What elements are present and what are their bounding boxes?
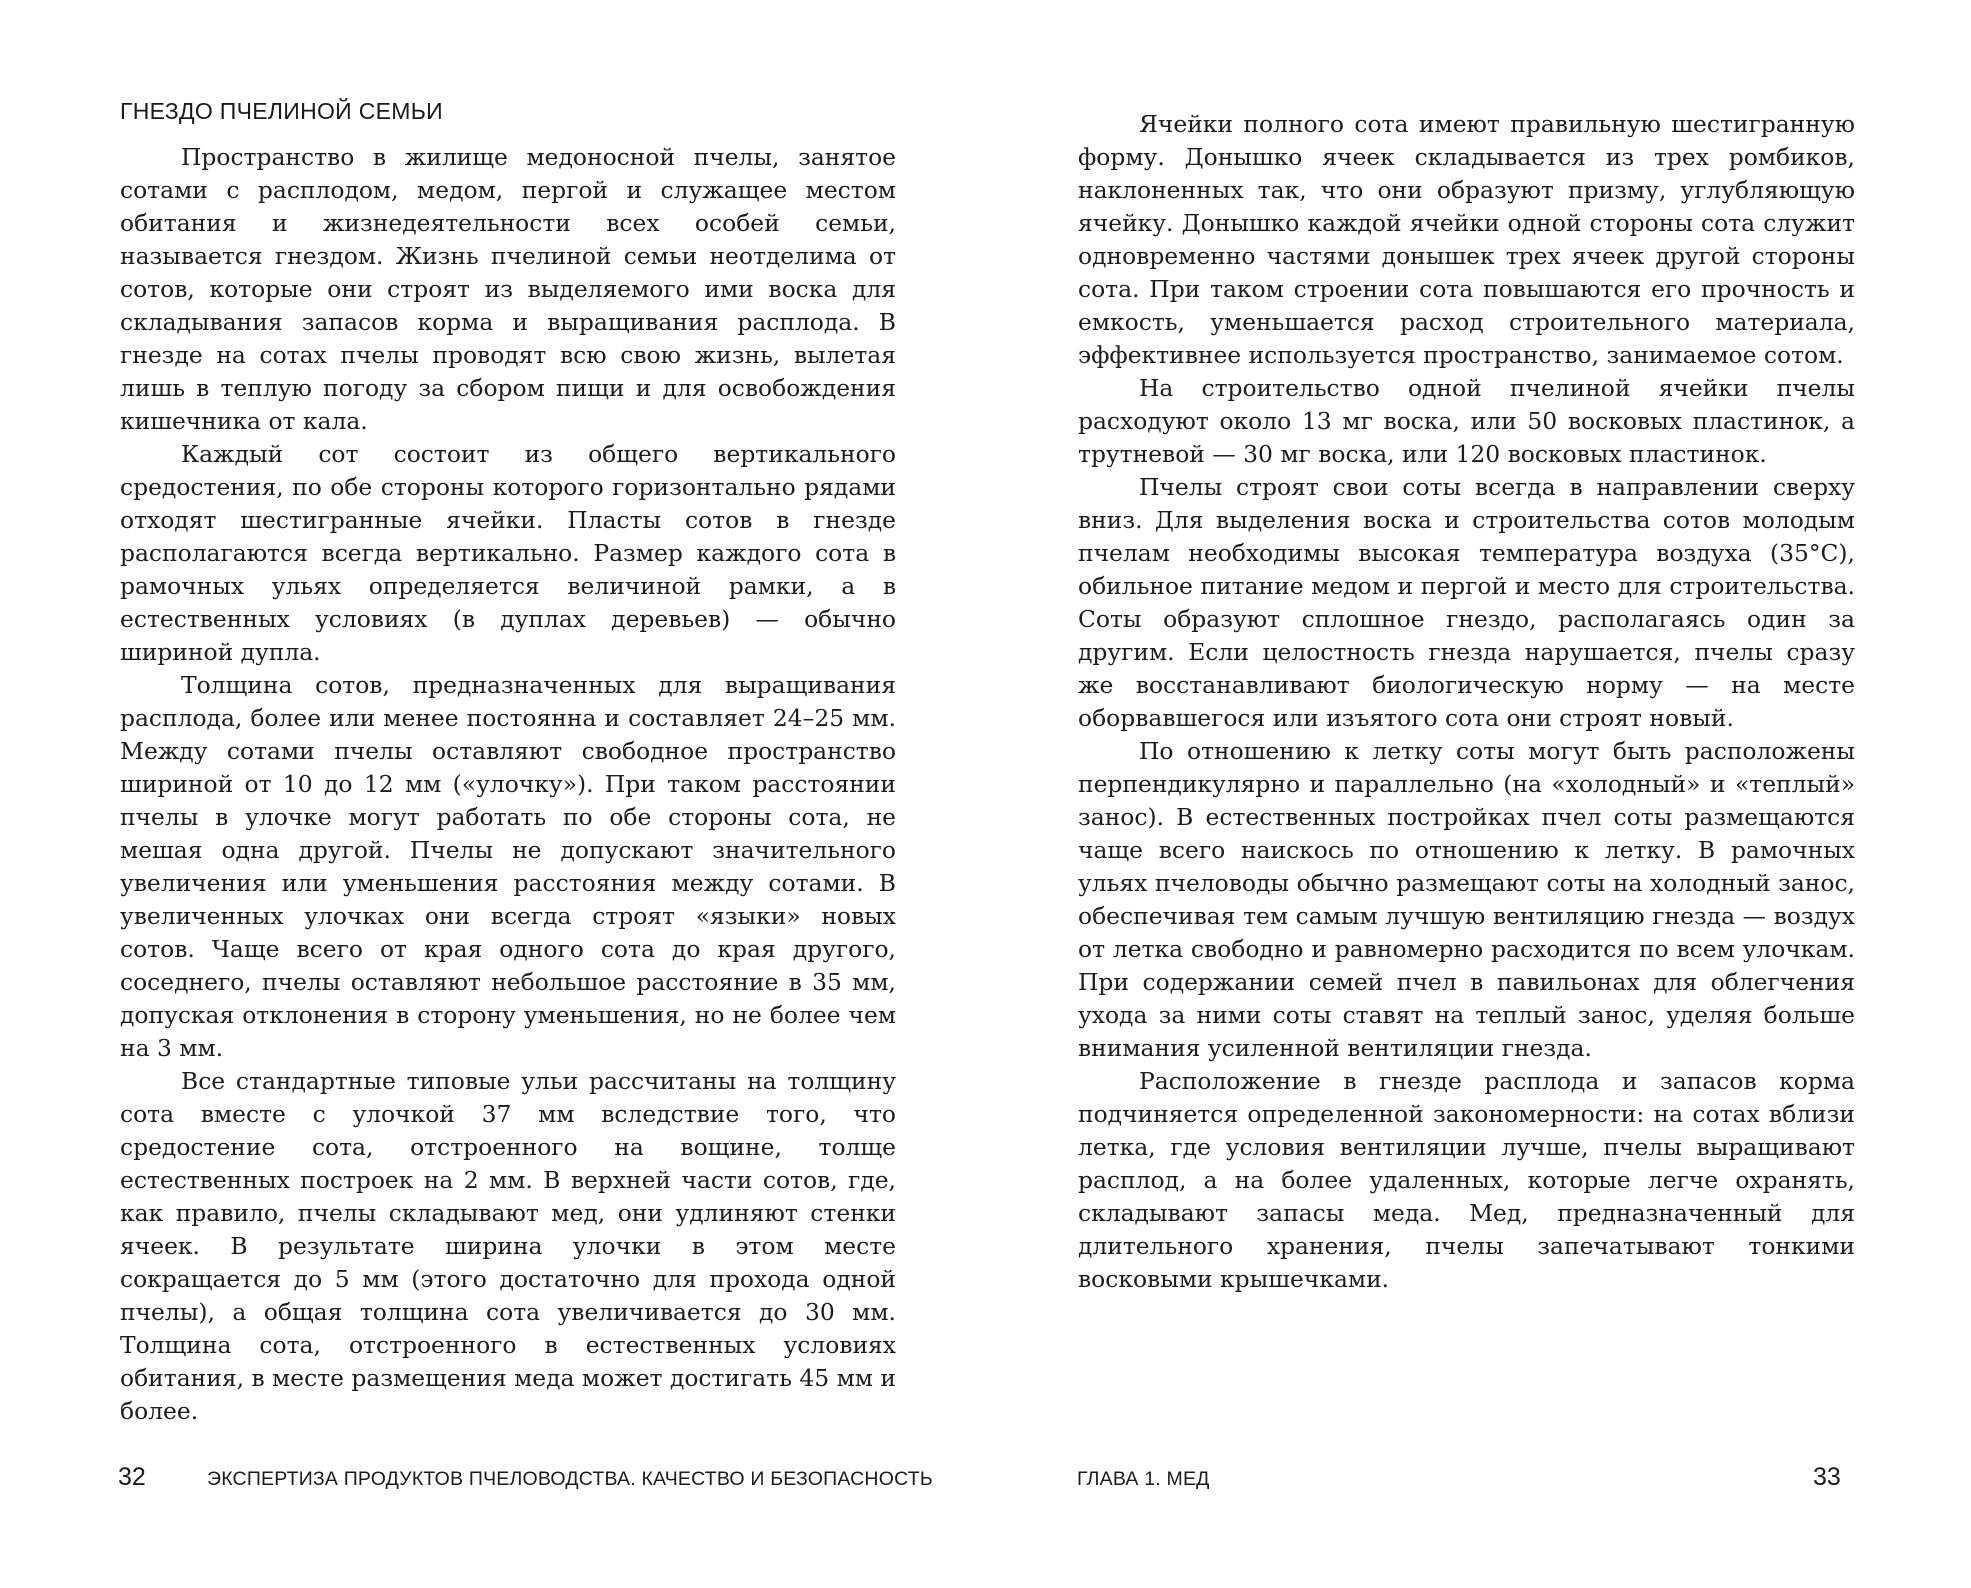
paragraph: Все стандартные типовые ульи рассчитаны на толщину сота вместе с улочкой 37 мм вследствие того, что средостение сота, отстроенного на вощине, толще естественных построек на 2 мм. В верхней части сотов, где, как правило, пчелы складывают мед, они удлиняют стенки ячеек. В результате ширина улочки в этом месте сокращается до 5 мм (этого достаточно для прохода одной пчелы), а общая толщина сота увеличивается до 30 мм. Толщина сота, отстроенного в естественных условиях обитания, в месте размещения меда может достигать 45 мм и более. (120, 1067, 896, 1425)
section-heading: ГНЕЗДО ПЧЕЛИНОЙ СЕМЬИ (120, 98, 443, 124)
paragraph: Пчелы строят свои соты всегда в направлении сверху вниз. Для выделения воска и строительства сотов молодым пчелам необходимы высокая температура воздуха (35°С), обильное питание медом и пергой и место для строительства. Соты образуют сплошное гнездо, располагаясь один за другим. Если целостность гнезда нарушается, пчелы сразу же восстанавливают биологическую норму — на месте оборвавшегося или изъятого сота они строят новый. (1078, 473, 1855, 732)
paragraph: Пространство в жилище медоносной пчелы, занятое сотами с расплодом, медом, пергой и служащее местом обитания и жизнедеятельности всех особей семьи, называется гнездом. Жизнь пчелиной семьи неотделима от сотов, которые они строят из выделяемого ими воска для складывания запасов корма и выращивания расплода. В гнезде на сотах пчелы проводят всю свою жизнь, вылетая лишь в теплую погоду за сбором пищи и для освобождения кишечника от кала. (120, 143, 896, 435)
paragraph: Ячейки полного сота имеют правильную шестигранную форму. Донышко ячеек складывается из трех ромбиков, наклоненных так, что они образуют призму, углубляющую ячейку. Донышко каждой ячейки одной стороны сота служит одновременно частями донышек трех ячеек другой стороны сота. При таком строении сота повышаются его прочность и емкость, уменьшается расход строительного материала, эффективнее используется пространство, занимаемое сотом. (1078, 110, 1855, 369)
right-page (985, 0, 1971, 1588)
paragraph: Толщина сотов, предназначенных для выращивания расплода, более или менее постоянна и составляет 24–25 мм. Между сотами пчелы оставляют свободное пространство шириной от 10 до 12 мм («улочку»). При таком расстоянии пчелы в улочке могут работать по обе стороны сота, не мешая одна другой. Пчелы не допускают значительного увеличения или уменьшения расстояния между сотами. В увеличенных улочках они всегда строят «языки» новых сотов. Чаще всего от края одного сота до края другого, соседнего, пчелы оставляют небольшое расстояние в 35 мм, допуская отклонения в сторону уменьшения, но не более чем на 3 мм. (120, 671, 896, 1062)
page-number: 33 (1813, 1463, 1841, 1491)
left-text-column (120, 141, 896, 1428)
paragraph: На строительство одной пчелиной ячейки пчелы расходуют около 13 мг воска, или 50 восковых пластинок, а трутневой — 30 мг воска, или 120 восковых пластинок. (1078, 374, 1855, 468)
paragraph: Каждый сот состоит из общего вертикального средостения, по обе стороны которого горизонтально рядами отходят шестигранные ячейки. Пласты сотов в гнезде располагаются всегда вертикально. Размер каждого сота в рамочных ульях определяется величиной рамки, а в естественных условиях (в дуплах деревьев) — обычно шириной дупла. (120, 440, 896, 666)
page-number: 32 (118, 1463, 146, 1491)
paragraph: Расположение в гнезде расплода и запасов корма подчиняется определенной закономерности: на сотах вблизи летка, где условия вентиляции лучше, пчелы выращивают расплод, а на более удаленных, которые легче охранять, складывают запасы меда. Мед, предназначенный для длительного хранения, пчелы запечатывают тонкими восковыми крышечками. (1078, 1067, 1855, 1293)
running-title: ЭКСПЕРТИЗА ПРОДУКТОВ ПЧЕЛОВОДСТВА. КАЧЕСТВО И БЕЗОПАСНОСТЬ (207, 1468, 933, 1490)
paragraph: По отношению к летку соты могут быть расположены перпендикулярно и параллельно (на «холодный» и «теплый» занос). В естественных постройках пчел соты размещаются чаще всего наискось по отношению к летку. В рамочных ульях пчеловоды обычно размещают соты на холодный занос, обеспечивая тем самым лучшую вентиляцию гнезда — воздух от летка свободно и равномерно расходится по всем улочкам. При содержании семей пчел в павильонах для облегчения ухода за ними соты ставят на теплый занос, уделяя больше внимания усиленной вентиляции гнезда. (1078, 737, 1855, 1062)
right-text-column (1078, 108, 1855, 1296)
running-title: ГЛАВА 1. МЕД (1077, 1468, 1210, 1490)
left-page (0, 0, 985, 1588)
